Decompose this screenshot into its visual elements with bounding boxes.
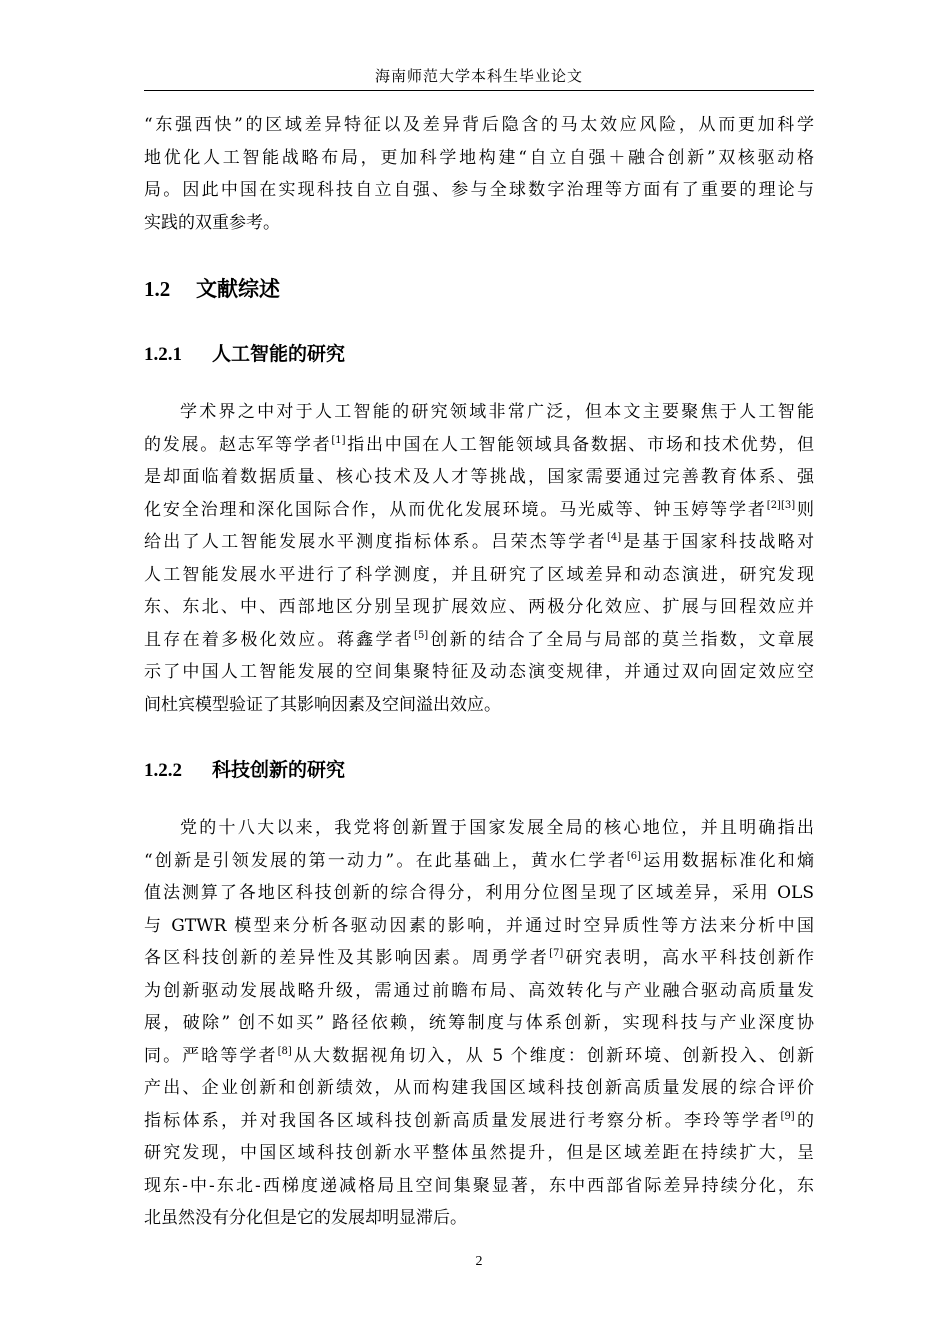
text-line: 现东-中-东北-西梯度递减格局且空间集聚显著，东中西部省际差异持续分化，东 — [144, 1175, 814, 1196]
text-line: “东强西快”的区域差异特征以及差异背后隐含的马太效应风险，从而更加科学 — [144, 115, 814, 135]
ai-research-paragraph — [144, 396, 814, 721]
text-line: 党的十八大以来，我党将创新置于国家发展全局的核心地位，并且明确指出 — [180, 818, 814, 838]
text-line: 产出、企业创新和创新绩效，从而构建我国区域科技创新高质量发展的综合评价 — [144, 1078, 814, 1098]
text-line: 为创新驱动发展战略升级，需通过前瞻布局、高效转化与产业融合驱动高质量发 — [144, 980, 814, 1001]
text-line: 各区科技创新的差异性及其影响因素。周勇学者[7]研究表明，高水平科技创新作 — [144, 948, 815, 968]
intro-paragraph — [144, 109, 814, 239]
section-title: 科技创新的研究 — [212, 759, 346, 781]
text-line: 研究发现，中国区域科技创新水平整体虽然提升，但是区域差距在持续扩大，呈 — [144, 1143, 814, 1163]
text-line: 展，破除” 创不如买” 路径依赖，统筹制度与体系创新，实现科技与产业深度协 — [144, 1013, 814, 1033]
section-heading-1-2-1 — [144, 340, 345, 369]
section-heading-1-2-2 — [144, 756, 345, 785]
section-number: 1.2 — [144, 277, 171, 301]
text-line: 化安全治理和深化国际合作，从而优化发展环境。马光威等、钟玉婷等学者[2][3]则 — [144, 499, 815, 520]
tech-innovation-paragraph — [144, 812, 814, 1235]
citation-ref[interactable]: [5] — [414, 629, 429, 641]
citation-ref[interactable]: [8] — [277, 1045, 292, 1057]
running-header: 海南师范大学本科生毕业论文 — [374, 67, 583, 85]
text-line: 北虽然没有分化但是它的发展却明显滞后。 — [144, 1208, 467, 1228]
text-line: 是却面临着数据质量、核心技术及人才等挑战，国家需要通过完善教育体系、强 — [144, 467, 814, 487]
text-line: 给出了人工智能发展水平测度指标体系。吕荣杰等学者[4]是基于国家科技战略对 — [144, 532, 814, 552]
citation-ref[interactable]: [3] — [780, 499, 796, 511]
section-title: 文献综述 — [196, 276, 280, 301]
text-line: 学术界之中对于人工智能的研究领域非常广泛，但本文主要聚焦于人工智能 — [180, 402, 814, 422]
text-line: 局。因此中国在实现科技自立自强、参与全球数字治理等方面有了重要的理论与 — [144, 180, 814, 200]
header-rule — [144, 90, 814, 91]
citation-ref[interactable]: [4] — [606, 532, 622, 543]
text-line: 地优化人工智能战略布局，更加科学地构建“自立自强＋融合创新”双核驱动格 — [144, 147, 814, 168]
text-line: 示了中国人工智能发展的空间集聚特征及动态演变规律，并通过双向固定效应空 — [144, 662, 814, 682]
text-line: 人工智能发展水平进行了科学测度，并且研究了区域差异和动态演进，研究发现 — [144, 564, 814, 585]
text-line: 实践的双重参考。 — [144, 212, 280, 233]
citation-ref[interactable]: [7] — [549, 948, 564, 959]
citation-ref[interactable]: [9] — [780, 1110, 795, 1122]
section-number: 1.2.1 — [144, 344, 182, 365]
text-line: 间杜宾模型验证了其影响因素及空间溢出效应。 — [144, 694, 501, 715]
text-line: “创新是引领发展的第一动力”。在此基础上，黄水仁学者[6]运用数据标准化和熵 — [144, 850, 814, 871]
citation-ref[interactable]: [2] — [766, 499, 781, 511]
section-heading-1-2 — [144, 274, 280, 304]
text-line: 的发展。赵志军等学者[1]指出中国在人工智能领域具备数据、市场和技术优势，但 — [144, 434, 815, 455]
citation-ref[interactable]: [6] — [626, 850, 642, 862]
text-line: 同。严晗等学者[8]从大数据视角切入，从 5 个维度：创新环境、创新投入、创新 — [144, 1045, 814, 1066]
text-line: 值法测算了各地区科技创新的综合得分，利用分位图呈现了区域差异，采用 OLS — [144, 883, 814, 903]
text-line: 东、东北、中、西部地区分别呈现扩展效应、两极分化效应、扩展与回程效应并 — [144, 597, 814, 617]
text-line: 指标体系，并对我国各区域科技创新高质量发展进行考察分析。李玲等学者[9]的 — [144, 1110, 815, 1131]
text-line: 且存在着多极化效应。蒋鑫学者[5]创新的结合了全局与局部的莫兰指数，文章展 — [144, 629, 814, 650]
page-number: 2 — [475, 1254, 483, 1269]
citation-ref[interactable]: [1] — [331, 434, 346, 446]
text-line: 与 GTWR 模型来分析各驱动因素的影响，并通过时空异质性等方法来分析中国 — [144, 915, 814, 936]
section-title: 人工智能的研究 — [212, 343, 346, 365]
section-number: 1.2.2 — [144, 760, 182, 781]
